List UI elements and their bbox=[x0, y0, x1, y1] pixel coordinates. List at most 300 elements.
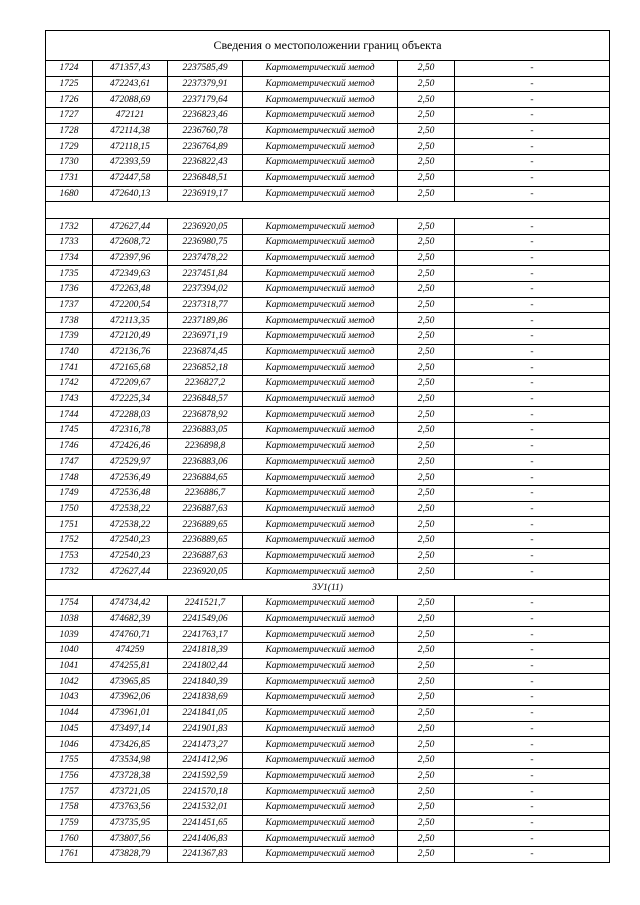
description-cell: - bbox=[455, 76, 610, 92]
coordinate-x: 472393,59 bbox=[93, 155, 168, 171]
accuracy-cell: 2,50 bbox=[398, 250, 455, 266]
point-number: 1732 bbox=[46, 564, 93, 580]
coordinate-y: 2241406,83 bbox=[168, 831, 243, 847]
method-cell: Картометрический метод bbox=[243, 266, 398, 282]
accuracy-cell: 2,50 bbox=[398, 847, 455, 863]
coordinate-x: 473721,05 bbox=[93, 784, 168, 800]
method-cell: Картометрический метод bbox=[243, 438, 398, 454]
coordinate-y: 2236823,46 bbox=[168, 108, 243, 124]
spacer-cell bbox=[46, 202, 610, 219]
coordinate-y: 2236764,89 bbox=[168, 139, 243, 155]
description-cell: - bbox=[455, 548, 610, 564]
point-number: 1746 bbox=[46, 438, 93, 454]
method-cell: Картометрический метод bbox=[243, 123, 398, 139]
table-row bbox=[46, 266, 610, 282]
point-number: 1758 bbox=[46, 799, 93, 815]
accuracy-cell: 2,50 bbox=[398, 407, 455, 423]
point-number: 1759 bbox=[46, 815, 93, 831]
coordinate-x: 472088,69 bbox=[93, 92, 168, 108]
coordinate-x: 472113,35 bbox=[93, 313, 168, 329]
method-cell: Картометрический метод bbox=[243, 627, 398, 643]
coordinate-y: 2241570,18 bbox=[168, 784, 243, 800]
point-number: 1761 bbox=[46, 847, 93, 863]
table-row bbox=[46, 391, 610, 407]
coordinate-x: 473807,56 bbox=[93, 831, 168, 847]
description-cell: - bbox=[455, 596, 610, 612]
table-row bbox=[46, 61, 610, 77]
coordinate-x: 472627,44 bbox=[93, 564, 168, 580]
point-number: 1045 bbox=[46, 721, 93, 737]
method-cell: Картометрический метод bbox=[243, 643, 398, 659]
point-number: 1734 bbox=[46, 250, 93, 266]
description-cell: - bbox=[455, 155, 610, 171]
coordinate-y: 2236760,78 bbox=[168, 123, 243, 139]
coordinate-x: 473961,01 bbox=[93, 705, 168, 721]
description-cell: - bbox=[455, 92, 610, 108]
coordinate-x: 472540,23 bbox=[93, 532, 168, 548]
method-cell: Картометрический метод bbox=[243, 250, 398, 266]
accuracy-cell: 2,50 bbox=[398, 423, 455, 439]
method-cell: Картометрический метод bbox=[243, 407, 398, 423]
accuracy-cell: 2,50 bbox=[398, 815, 455, 831]
coordinate-y: 2241412,96 bbox=[168, 752, 243, 768]
point-number: 1041 bbox=[46, 658, 93, 674]
coordinate-y: 2237179,64 bbox=[168, 92, 243, 108]
table-row bbox=[46, 360, 610, 376]
point-number: 1739 bbox=[46, 329, 93, 345]
description-cell: - bbox=[455, 485, 610, 501]
method-cell: Картометрический метод bbox=[243, 92, 398, 108]
accuracy-cell: 2,50 bbox=[398, 108, 455, 124]
accuracy-cell: 2,50 bbox=[398, 313, 455, 329]
table-row bbox=[46, 485, 610, 501]
coordinate-x: 473763,56 bbox=[93, 799, 168, 815]
description-cell: - bbox=[455, 313, 610, 329]
coordinate-y: 2241367,83 bbox=[168, 847, 243, 863]
point-number: 1736 bbox=[46, 281, 93, 297]
coordinate-y: 2236919,17 bbox=[168, 186, 243, 202]
coordinate-x: 473426,85 bbox=[93, 737, 168, 753]
point-number: 1726 bbox=[46, 92, 93, 108]
method-cell: Картометрический метод bbox=[243, 219, 398, 235]
description-cell: - bbox=[455, 690, 610, 706]
coordinate-x: 473497,14 bbox=[93, 721, 168, 737]
accuracy-cell: 2,50 bbox=[398, 517, 455, 533]
description-cell: - bbox=[455, 470, 610, 486]
description-cell: - bbox=[455, 438, 610, 454]
description-cell: - bbox=[455, 139, 610, 155]
method-cell: Картометрический метод bbox=[243, 376, 398, 392]
table-row bbox=[46, 186, 610, 202]
coordinate-y: 2236848,51 bbox=[168, 170, 243, 186]
description-cell: - bbox=[455, 234, 610, 250]
boundary-table bbox=[45, 30, 610, 863]
description-cell: - bbox=[455, 658, 610, 674]
method-cell: Картометрический метод bbox=[243, 155, 398, 171]
description-cell: - bbox=[455, 501, 610, 517]
method-cell: Картометрический метод bbox=[243, 454, 398, 470]
method-cell: Картометрический метод bbox=[243, 690, 398, 706]
description-cell: - bbox=[455, 423, 610, 439]
description-cell: - bbox=[455, 266, 610, 282]
method-cell: Картометрический метод bbox=[243, 485, 398, 501]
table-row bbox=[46, 737, 610, 753]
coordinate-y: 2236884,65 bbox=[168, 470, 243, 486]
point-number: 1738 bbox=[46, 313, 93, 329]
coordinate-y: 2236898,8 bbox=[168, 438, 243, 454]
coordinate-x: 474760,71 bbox=[93, 627, 168, 643]
accuracy-cell: 2,50 bbox=[398, 297, 455, 313]
table-row bbox=[46, 752, 610, 768]
coordinate-y: 2236883,05 bbox=[168, 423, 243, 439]
coordinate-x: 472263,48 bbox=[93, 281, 168, 297]
coordinate-x: 472200,54 bbox=[93, 297, 168, 313]
table-row bbox=[46, 297, 610, 313]
point-number: 1046 bbox=[46, 737, 93, 753]
accuracy-cell: 2,50 bbox=[398, 532, 455, 548]
description-cell: - bbox=[455, 391, 610, 407]
coordinate-y: 2236889,65 bbox=[168, 532, 243, 548]
coordinate-y: 2237478,22 bbox=[168, 250, 243, 266]
accuracy-cell: 2,50 bbox=[398, 799, 455, 815]
table-row bbox=[46, 627, 610, 643]
description-cell: - bbox=[455, 297, 610, 313]
accuracy-cell: 2,50 bbox=[398, 92, 455, 108]
accuracy-cell: 2,50 bbox=[398, 219, 455, 235]
coordinate-x: 472209,67 bbox=[93, 376, 168, 392]
description-cell: - bbox=[455, 799, 610, 815]
table-row bbox=[46, 831, 610, 847]
coordinate-x: 474682,39 bbox=[93, 611, 168, 627]
accuracy-cell: 2,50 bbox=[398, 391, 455, 407]
description-cell: - bbox=[455, 61, 610, 77]
coordinate-x: 473728,38 bbox=[93, 768, 168, 784]
coordinate-y: 2236889,65 bbox=[168, 517, 243, 533]
coordinate-y: 2241763,17 bbox=[168, 627, 243, 643]
table-row bbox=[46, 517, 610, 533]
coordinate-x: 472538,22 bbox=[93, 501, 168, 517]
point-number: 1754 bbox=[46, 596, 93, 612]
accuracy-cell: 2,50 bbox=[398, 784, 455, 800]
table-row bbox=[46, 123, 610, 139]
coordinate-y: 2236920,05 bbox=[168, 564, 243, 580]
coordinate-y: 2236883,06 bbox=[168, 454, 243, 470]
accuracy-cell: 2,50 bbox=[398, 234, 455, 250]
description-cell: - bbox=[455, 627, 610, 643]
point-number: 1728 bbox=[46, 123, 93, 139]
method-cell: Картометрический метод bbox=[243, 799, 398, 815]
coordinate-x: 472136,76 bbox=[93, 344, 168, 360]
coordinate-y: 2236827,2 bbox=[168, 376, 243, 392]
accuracy-cell: 2,50 bbox=[398, 721, 455, 737]
coordinate-x: 472627,44 bbox=[93, 219, 168, 235]
method-cell: Картометрический метод bbox=[243, 170, 398, 186]
method-cell: Картометрический метод bbox=[243, 705, 398, 721]
description-cell: - bbox=[455, 360, 610, 376]
coordinate-y: 2236874,45 bbox=[168, 344, 243, 360]
coordinate-y: 2237318,77 bbox=[168, 297, 243, 313]
coordinate-x: 472121 bbox=[93, 108, 168, 124]
document-title: Сведения о местоположении границ объекта bbox=[46, 31, 610, 61]
description-cell: - bbox=[455, 768, 610, 784]
point-number: 1044 bbox=[46, 705, 93, 721]
description-cell: - bbox=[455, 344, 610, 360]
coordinate-y: 2241818,39 bbox=[168, 643, 243, 659]
accuracy-cell: 2,50 bbox=[398, 170, 455, 186]
description-cell: - bbox=[455, 407, 610, 423]
coordinate-y: 2237379,91 bbox=[168, 76, 243, 92]
description-cell: - bbox=[455, 737, 610, 753]
coordinate-y: 2236852,18 bbox=[168, 360, 243, 376]
point-number: 1742 bbox=[46, 376, 93, 392]
coordinate-y: 2241451,65 bbox=[168, 815, 243, 831]
accuracy-cell: 2,50 bbox=[398, 76, 455, 92]
method-cell: Картометрический метод bbox=[243, 658, 398, 674]
table-row bbox=[46, 768, 610, 784]
point-number: 1745 bbox=[46, 423, 93, 439]
point-number: 1748 bbox=[46, 470, 93, 486]
coordinate-y: 2236848,57 bbox=[168, 391, 243, 407]
point-number: 1760 bbox=[46, 831, 93, 847]
table-row bbox=[46, 564, 610, 580]
table-row bbox=[46, 344, 610, 360]
coordinate-x: 473735,95 bbox=[93, 815, 168, 831]
coordinate-x: 472165,68 bbox=[93, 360, 168, 376]
method-cell: Картометрический метод bbox=[243, 139, 398, 155]
accuracy-cell: 2,50 bbox=[398, 611, 455, 627]
table-row bbox=[46, 407, 610, 423]
section-label: ЗУ1(11) bbox=[46, 580, 610, 596]
spacer-row bbox=[46, 202, 610, 219]
method-cell: Картометрический метод bbox=[243, 391, 398, 407]
point-number: 1749 bbox=[46, 485, 93, 501]
boundary-document bbox=[45, 30, 609, 863]
table-row bbox=[46, 721, 610, 737]
description-cell: - bbox=[455, 123, 610, 139]
description-cell: - bbox=[455, 532, 610, 548]
table-row bbox=[46, 596, 610, 612]
point-number: 1751 bbox=[46, 517, 93, 533]
method-cell: Картометрический метод bbox=[243, 784, 398, 800]
table-row bbox=[46, 155, 610, 171]
coordinate-x: 472608,72 bbox=[93, 234, 168, 250]
point-number: 1730 bbox=[46, 155, 93, 171]
coordinate-x: 472529,97 bbox=[93, 454, 168, 470]
point-number: 1725 bbox=[46, 76, 93, 92]
accuracy-cell: 2,50 bbox=[398, 344, 455, 360]
coordinate-x: 472288,03 bbox=[93, 407, 168, 423]
title-row bbox=[46, 31, 610, 61]
table-row bbox=[46, 313, 610, 329]
point-number: 1042 bbox=[46, 674, 93, 690]
point-number: 1756 bbox=[46, 768, 93, 784]
method-cell: Картометрический метод bbox=[243, 313, 398, 329]
table-row bbox=[46, 799, 610, 815]
accuracy-cell: 2,50 bbox=[398, 596, 455, 612]
method-cell: Картометрический метод bbox=[243, 501, 398, 517]
description-cell: - bbox=[455, 170, 610, 186]
table-row bbox=[46, 501, 610, 517]
point-number: 1743 bbox=[46, 391, 93, 407]
method-cell: Картометрический метод bbox=[243, 108, 398, 124]
description-cell: - bbox=[455, 517, 610, 533]
method-cell: Картометрический метод bbox=[243, 344, 398, 360]
method-cell: Картометрический метод bbox=[243, 752, 398, 768]
coordinate-y: 2241901,83 bbox=[168, 721, 243, 737]
accuracy-cell: 2,50 bbox=[398, 752, 455, 768]
method-cell: Картометрический метод bbox=[243, 831, 398, 847]
coordinate-x: 473534,98 bbox=[93, 752, 168, 768]
coordinate-y: 2241841,05 bbox=[168, 705, 243, 721]
description-cell: - bbox=[455, 815, 610, 831]
description-cell: - bbox=[455, 847, 610, 863]
method-cell: Картометрический метод bbox=[243, 847, 398, 863]
description-cell: - bbox=[455, 376, 610, 392]
table-row bbox=[46, 784, 610, 800]
table-row bbox=[46, 815, 610, 831]
coordinate-x: 471357,43 bbox=[93, 61, 168, 77]
table-row bbox=[46, 108, 610, 124]
coordinate-y: 2236971,19 bbox=[168, 329, 243, 345]
description-cell: - bbox=[455, 611, 610, 627]
method-cell: Картометрический метод bbox=[243, 360, 398, 376]
point-number: 1731 bbox=[46, 170, 93, 186]
point-number: 1740 bbox=[46, 344, 93, 360]
point-number: 1729 bbox=[46, 139, 93, 155]
method-cell: Картометрический метод bbox=[243, 737, 398, 753]
method-cell: Картометрический метод bbox=[243, 423, 398, 439]
accuracy-cell: 2,50 bbox=[398, 266, 455, 282]
description-cell: - bbox=[455, 219, 610, 235]
accuracy-cell: 2,50 bbox=[398, 186, 455, 202]
table-row bbox=[46, 139, 610, 155]
accuracy-cell: 2,50 bbox=[398, 360, 455, 376]
table-row bbox=[46, 705, 610, 721]
method-cell: Картометрический метод bbox=[243, 186, 398, 202]
method-cell: Картометрический метод bbox=[243, 76, 398, 92]
coordinate-x: 473965,85 bbox=[93, 674, 168, 690]
table-row bbox=[46, 219, 610, 235]
method-cell: Картометрический метод bbox=[243, 517, 398, 533]
accuracy-cell: 2,50 bbox=[398, 831, 455, 847]
accuracy-cell: 2,50 bbox=[398, 705, 455, 721]
method-cell: Картометрический метод bbox=[243, 674, 398, 690]
table-row bbox=[46, 423, 610, 439]
coordinate-y: 2241838,69 bbox=[168, 690, 243, 706]
accuracy-cell: 2,50 bbox=[398, 155, 455, 171]
point-number: 1038 bbox=[46, 611, 93, 627]
coordinate-x: 472316,78 bbox=[93, 423, 168, 439]
description-cell: - bbox=[455, 784, 610, 800]
table-row bbox=[46, 376, 610, 392]
point-number: 1680 bbox=[46, 186, 93, 202]
point-number: 1744 bbox=[46, 407, 93, 423]
table-row bbox=[46, 76, 610, 92]
coordinate-x: 472538,22 bbox=[93, 517, 168, 533]
method-cell: Картометрический метод bbox=[243, 815, 398, 831]
description-cell: - bbox=[455, 186, 610, 202]
table-row bbox=[46, 643, 610, 659]
point-number: 1737 bbox=[46, 297, 93, 313]
table-row bbox=[46, 611, 610, 627]
table-row bbox=[46, 250, 610, 266]
table-row bbox=[46, 329, 610, 345]
coordinate-x: 472349,63 bbox=[93, 266, 168, 282]
coordinate-y: 2236920,05 bbox=[168, 219, 243, 235]
method-cell: Картометрический метод bbox=[243, 470, 398, 486]
description-cell: - bbox=[455, 281, 610, 297]
description-cell: - bbox=[455, 250, 610, 266]
coordinate-y: 2236980,75 bbox=[168, 234, 243, 250]
table-row bbox=[46, 470, 610, 486]
coordinate-y: 2241840,39 bbox=[168, 674, 243, 690]
accuracy-cell: 2,50 bbox=[398, 548, 455, 564]
coordinate-x: 472225,34 bbox=[93, 391, 168, 407]
coordinate-x: 472640,13 bbox=[93, 186, 168, 202]
method-cell: Картометрический метод bbox=[243, 532, 398, 548]
coordinate-y: 2236887,63 bbox=[168, 501, 243, 517]
method-cell: Картометрический метод bbox=[243, 281, 398, 297]
table-row bbox=[46, 281, 610, 297]
method-cell: Картометрический метод bbox=[243, 548, 398, 564]
point-number: 1732 bbox=[46, 219, 93, 235]
coordinate-y: 2241592,59 bbox=[168, 768, 243, 784]
accuracy-cell: 2,50 bbox=[398, 564, 455, 580]
coordinate-y: 2237585,49 bbox=[168, 61, 243, 77]
point-number: 1753 bbox=[46, 548, 93, 564]
coordinate-x: 473962,06 bbox=[93, 690, 168, 706]
accuracy-cell: 2,50 bbox=[398, 438, 455, 454]
coordinate-x: 474734,42 bbox=[93, 596, 168, 612]
method-cell: Картометрический метод bbox=[243, 61, 398, 77]
coordinate-y: 2237394,02 bbox=[168, 281, 243, 297]
table-row bbox=[46, 92, 610, 108]
point-number: 1724 bbox=[46, 61, 93, 77]
coordinate-y: 2241532,01 bbox=[168, 799, 243, 815]
method-cell: Картометрический метод bbox=[243, 234, 398, 250]
point-number: 1039 bbox=[46, 627, 93, 643]
method-cell: Картометрический метод bbox=[243, 596, 398, 612]
table-row bbox=[46, 847, 610, 863]
table-row bbox=[46, 170, 610, 186]
coordinate-x: 473828,79 bbox=[93, 847, 168, 863]
point-number: 1750 bbox=[46, 501, 93, 517]
accuracy-cell: 2,50 bbox=[398, 501, 455, 517]
table-row bbox=[46, 690, 610, 706]
description-cell: - bbox=[455, 329, 610, 345]
table-row bbox=[46, 454, 610, 470]
accuracy-cell: 2,50 bbox=[398, 643, 455, 659]
accuracy-cell: 2,50 bbox=[398, 737, 455, 753]
coordinate-x: 472114,38 bbox=[93, 123, 168, 139]
accuracy-cell: 2,50 bbox=[398, 658, 455, 674]
coordinate-x: 474255,81 bbox=[93, 658, 168, 674]
accuracy-cell: 2,50 bbox=[398, 674, 455, 690]
table-row bbox=[46, 548, 610, 564]
description-cell: - bbox=[455, 721, 610, 737]
method-cell: Картометрический метод bbox=[243, 297, 398, 313]
coordinate-x: 472243,61 bbox=[93, 76, 168, 92]
description-cell: - bbox=[455, 752, 610, 768]
accuracy-cell: 2,50 bbox=[398, 61, 455, 77]
accuracy-cell: 2,50 bbox=[398, 768, 455, 784]
description-cell: - bbox=[455, 674, 610, 690]
point-number: 1755 bbox=[46, 752, 93, 768]
accuracy-cell: 2,50 bbox=[398, 627, 455, 643]
coordinate-x: 474259 bbox=[93, 643, 168, 659]
point-number: 1043 bbox=[46, 690, 93, 706]
method-cell: Картометрический метод bbox=[243, 564, 398, 580]
